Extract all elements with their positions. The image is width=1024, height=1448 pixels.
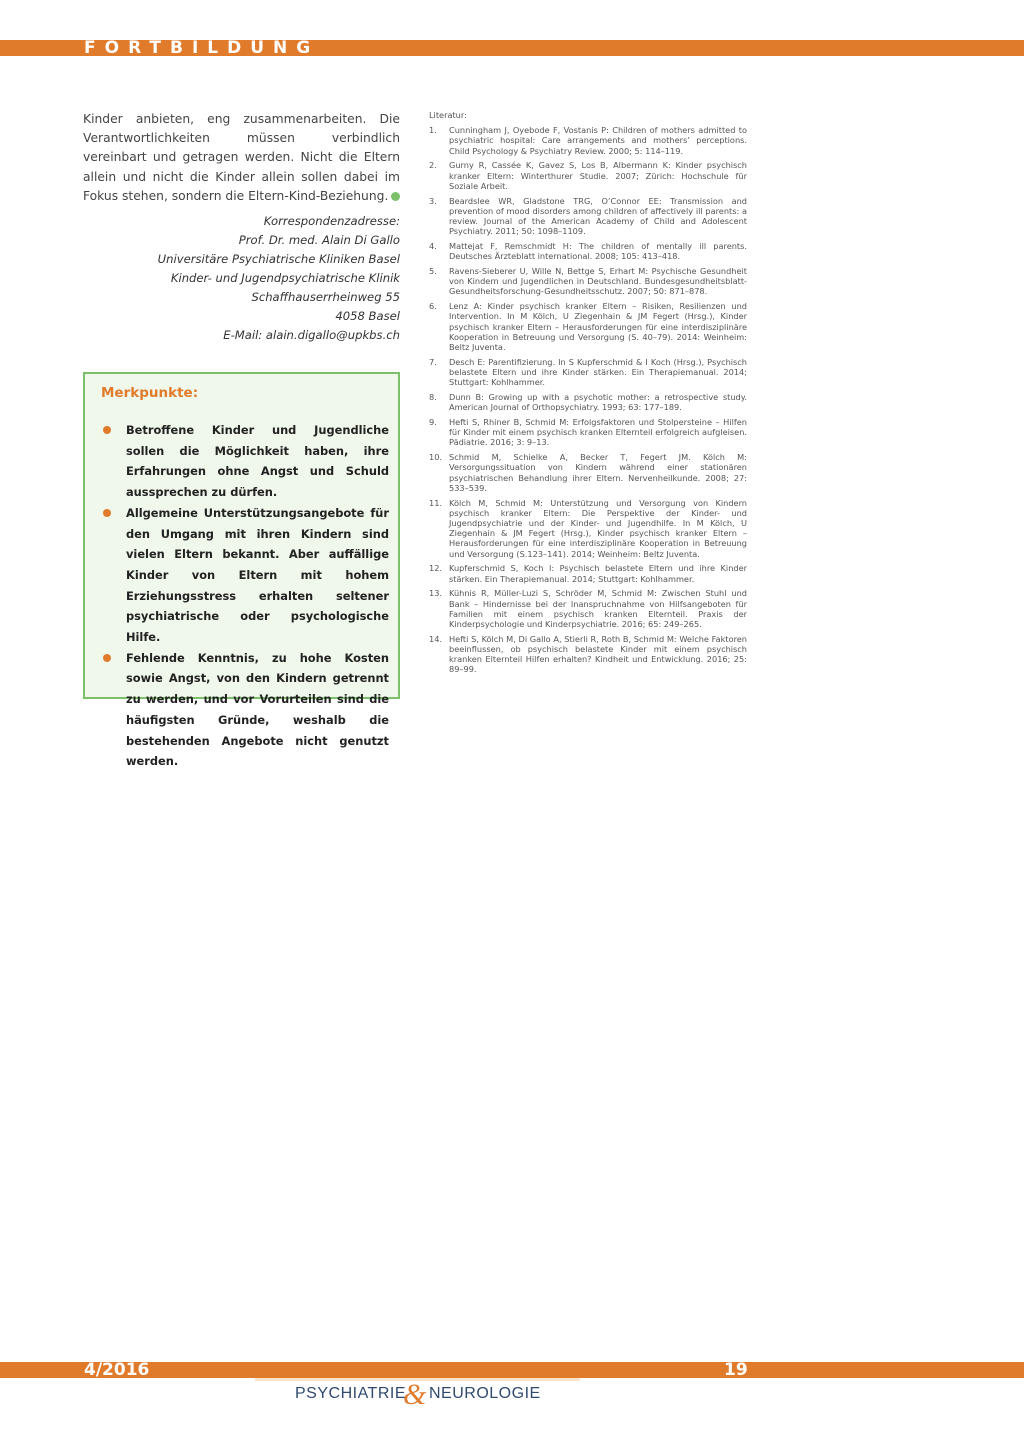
reference-number: 3. [429,195,437,206]
correspondence-label: Korrespondenzadresse: [263,214,400,229]
merkpunkte-title: Merkpunkte: [101,385,199,401]
reference-item [429,634,747,675]
reference-text: Hefti S, Kölch M, Di Gallo A, Stierli R, Roth B, Schmid M: Welche Faktoren beeinflussen, ob psychisch belastete Kinder mit einem psychisch kranken Elternteil Hilfen erhalten? Kindheit und Entwicklung. 2016; 25: 89–99. [449,633,747,675]
journal-logo [295,1380,540,1420]
reference-text: Dunn B: Growing up with a psychotic mother: a retrospective study. American Journal of Orthopsychiatry. 1993; 63: 177–189. [449,392,747,413]
merkpunkte-item-text: Fehlende Kenntnis, zu hohe Kosten sowie Angst, von den Kindern getrennt zu werden, und vor Vorurteilen sind die häufigsten Gründe, weshalb die bestehenden Angebote nicht genutzt werden. [126,650,389,769]
footer-bar [0,1362,1024,1378]
reference-item [429,588,747,629]
reference-text: Ravens-Sieberer U, Wille N, Bettge S, Erhart M: Psychische Gesundheit von Kindern und Jugendlichen in Deutschland. Bundesgesundheitsblatt-Gesundheitsforschung-Gesundheitsschutz. 2007; 50: 871–878. [449,266,747,297]
body-paragraph-text: Kinder anbieten, eng zusammenarbeiten. Die Verantwortlichkeiten müssen verbindlich vereinbart und getragen werden. Nicht die Eltern allein und nicht die Kinder allein sollen dabei im Fokus stehen, sondern die Eltern-Kind-Beziehung. [83,112,400,203]
reference-text: Beardslee WR, Gladstone TRG, O’Connor EE: Transmission and prevention of mood disorders among children of affectively ill parents: a review. Journal of the American Academy of Child and Adolescent Psychiatry. 2011; 50: 1098–1109. [449,195,747,237]
reference-number: 6. [429,301,437,312]
reference-number: 9. [429,417,437,428]
issue-number: 4/2016 [84,1360,150,1380]
reference-text: Schmid M, Schielke A, Becker T, Fegert JM. Kölch M: Versorgungssituation von Kindern während einer stationären psychiatrischen Behandlung ihrer Eltern. Nervenheilkunde. 2008; 27: 533–539. [449,452,747,493]
merkpunkte-item-text: Allgemeine Unterstützungsangebote für den Umgang mit ihren Kindern sind vielen Eltern bekannt. Aber auffällige Kinder von Eltern mit hohem Erziehungsstress erhalten seltener psychiatrische oder psychologische Hilfe. [126,505,389,645]
main-column [83,110,400,345]
merkpunkte-item [101,503,389,648]
literature-list [429,110,747,679]
merkpunkte-item [101,648,389,772]
merkpunkte-item [101,420,389,503]
correspondence-city: 4058 Basel [335,309,400,324]
reference-text: Gurny R, Cassée K, Gavez S, Los B, Albermann K: Kinder psychisch kranker Eltern: Winterthurer Studie. 2007; Zürich: Hochschule für Soziale Arbeit. [449,160,747,191]
correspondence-address [83,212,400,345]
reference-text: Desch E: Parentifizierung. In S Kupferschmid & I Koch (Hrsg.), Psychisch belastete Eltern und ihre Kinder stärken. Ein Therapiemanual. 2014; Stuttgart: Kohlhammer. [449,356,747,388]
page-number: 19 [724,1360,748,1380]
reference-item [429,498,747,559]
reference-number: 10. [429,452,443,463]
reference-item [429,266,747,297]
reference-number: 2. [429,160,437,171]
reference-text: Kühnis R, Müller-Luzi S, Schröder M, Schmid M: Zwischen Stuhl und Bank – Hindernisse bei der Inanspruchnahme von Hilfsangeboten für Familien mit einem psychisch kranken Elternteil. Praxis der Kinderpsychologie und Kinderpsychiatrie. 2016; 65: 249–265. [449,588,747,630]
reference-number: 1. [429,125,437,136]
merkpunkte-list [101,420,389,772]
reference-number: 13. [429,588,443,599]
section-title: FORTBILDUNG [84,38,320,58]
merkpunkte-item-text: Betroffene Kinder und Jugendliche sollen die Möglichkeit haben, ihre Erfahrungen ohne Angst und Schuld aussprechen zu dürfen. [126,423,389,500]
end-dot-icon [391,192,400,201]
logo-word-psychiatrie: PSYCHIATRIE [295,1385,406,1402]
logo-ampersand: & [403,1378,427,1411]
reference-item [429,196,747,237]
reference-item [429,417,747,448]
bullet-icon [103,654,111,662]
merkpunkte-box [83,372,400,769]
reference-item [429,357,747,388]
reference-text: Kölch M, Schmid M: Unterstützung und Versorgung von Kindern psychisch kranker Eltern: Die Perspektive der Kinder- und Jugendpsychiatrie und der Kinder- und Jugendhilfe. In M Kölch, U Ziegenhain & JM Fegert (Hrsg.), Kinder psychisch kranker Eltern – Herausforderungen für eine interdisziplinäre Kooperation in Betreuung und Versorgung (S.123–141). 2014; Weinheim: Beltz Juventa. [449,497,747,559]
reference-number: 5. [429,266,437,277]
body-paragraph [83,110,400,206]
reference-number: 7. [429,356,437,367]
correspondence-street: Schaffhauserrheinweg 55 [251,290,400,305]
reference-number: 4. [429,241,437,252]
bullet-icon [103,426,111,434]
reference-item [429,301,747,352]
reference-text: Kupferschmid S, Koch I: Psychisch belastete Eltern und ihre Kinder stärken. Ein Therapiemanual. 2014; Stuttgart: Kohlhammer. [449,563,747,584]
reference-number: 14. [429,633,443,644]
correspondence-name: Prof. Dr. med. Alain Di Gallo [238,233,400,248]
reference-text: Lenz A: Kinder psychisch kranker Eltern – Risiken, Resilienzen und Intervention. In M Kölch, U Ziegenhain & JM Fegert (Hrsg.), Kinder psychisch kranker Eltern – Herausforderungen für eine interdisziplinäre Kooperation in Betreuung und Versorgung (S. 40–79). 2014: Weinheim: Beltz Juventa. [449,301,747,353]
bullet-icon [103,509,111,517]
literature-title: Literatur: [429,110,467,120]
reference-number: 8. [429,392,437,403]
logo-word-neurologie: NEUROLOGIE [429,1385,541,1402]
reference-number: 12. [429,563,443,574]
correspondence-clinic: Kinder- und Jugendpsychiatrische Klinik [170,271,400,286]
correspondence-email[interactable]: E-Mail: alain.digallo@upkbs.ch [223,328,400,343]
reference-text: Hefti S, Rhiner B, Schmid M: Erfolgsfaktoren und Stolpersteine – Hilfen für Kinder mit einem psychisch kranken Elternteil erfolgreich aufgleisen. Pädiatrie. 2016; 3: 9–13. [449,417,747,448]
correspondence-institution: Universitäre Psychiatrische Kliniken Basel [157,252,400,267]
reference-item [429,392,747,412]
reference-item [429,241,747,261]
reference-number: 11. [429,497,443,508]
reference-item [429,563,747,583]
reference-item [429,125,747,156]
reference-item [429,160,747,191]
reference-text: Cunningham J, Oyebode F, Vostanis P: Children of mothers admitted to psychiatric hospital: Care arrangements and mothers’ perceptions. Child Psychology & Psychiatry Review. 2000; 5: 114–119. [449,125,747,156]
reference-item [429,452,747,493]
reference-text: Mattejat F, Remschmidt H: The children of mentally ill parents. Deutsches Ärzteblatt international. 2008; 105: 413–418. [449,241,747,262]
